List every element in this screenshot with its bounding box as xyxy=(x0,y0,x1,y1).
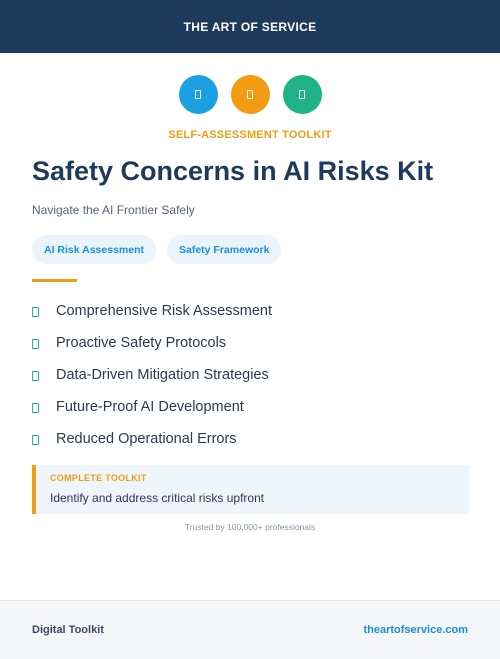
kicker-label: SELF-ASSESSMENT TOOLKIT xyxy=(168,129,332,141)
check-icon xyxy=(32,307,39,317)
trust-note: Trusted by 100,000+ professionals xyxy=(184,522,316,532)
tag-safety-framework: Safety Framework xyxy=(167,235,281,264)
accent-divider xyxy=(32,279,77,282)
feature-text: Proactive Safety Protocols xyxy=(56,335,227,351)
check-icon xyxy=(32,339,39,349)
icon-circle-blue xyxy=(179,75,218,114)
feature-text: Future-Proof AI Development xyxy=(56,399,244,415)
feature-item xyxy=(32,423,472,455)
website-link[interactable]: theartofservice.com xyxy=(363,624,468,636)
icon-circle-green xyxy=(283,75,322,114)
check-icon xyxy=(32,371,39,381)
feature-item xyxy=(32,295,472,327)
feature-text: Comprehensive Risk Assessment xyxy=(56,303,272,319)
feature-text: Reduced Operational Errors xyxy=(56,431,237,447)
tag-ai-risk-assessment: AI Risk Assessment xyxy=(32,235,156,264)
callout-label: COMPLETE TOOLKIT xyxy=(50,473,147,483)
subtitle: Navigate the AI Frontier Safely xyxy=(32,203,195,217)
page-title: Safety Concerns in AI Risks Kit xyxy=(32,156,434,186)
check-icon xyxy=(32,403,39,413)
footer-bar xyxy=(0,600,500,659)
toolkit-callout xyxy=(32,465,469,514)
tag-list xyxy=(32,235,281,264)
check-icon xyxy=(32,435,39,445)
feature-item xyxy=(32,327,472,359)
footer-label: Digital Toolkit xyxy=(32,624,104,636)
header-bar xyxy=(0,0,500,53)
feature-text: Data-Driven Mitigation Strategies xyxy=(56,367,269,383)
document-icon xyxy=(299,90,305,99)
callout-text: Identify and address critical risks upfront xyxy=(50,491,265,505)
feature-item xyxy=(32,391,472,423)
feature-list xyxy=(32,295,472,455)
icon-circle-orange xyxy=(231,75,270,114)
brand-name: THE ART OF SERVICE xyxy=(183,19,317,34)
document-icon xyxy=(247,90,253,99)
document-icon xyxy=(195,90,201,99)
icon-row xyxy=(0,75,500,114)
feature-item xyxy=(32,359,472,391)
